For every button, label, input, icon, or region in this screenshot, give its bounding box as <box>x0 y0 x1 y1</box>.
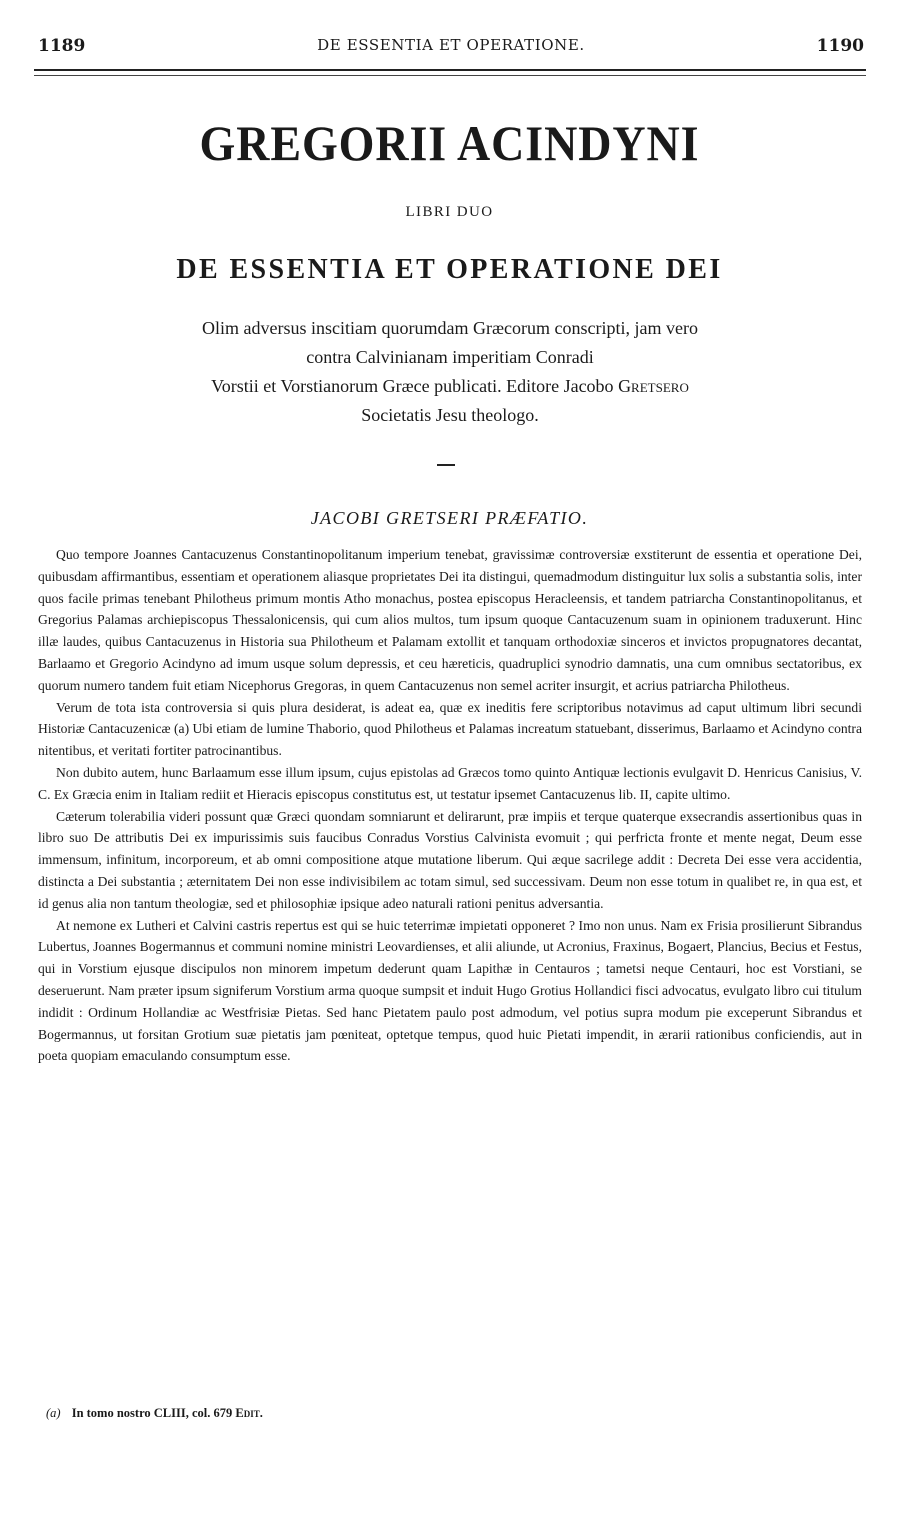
paragraph-1: Quo tempore Joannes Cantacuzenus Constantinopolitanum imperium tenebat, gravissimæ controversiæ exstiterunt de essentia et operatione Dei, quibusdam affirmantibus, essentiam et operationem aliasque proprietates Dei ita distingui, quemadmodum distinguitur lux solis a substantia solis, inter quos facile primas tenebant Philotheus primum montis Atho monachus, postea episcopus Heracleensis, et tandem patriarcha Constantinopolitanus, et Gregorius Palamas archiepiscopus Thessalonicensis, qui cum alios multos, tum ipsum quoque Cantacuzenum suam in opinionem traduxerunt. Hinc illæ laudes, quibus Cantacuzenus in Historia sua Philotheum et Palamam extollit et tanquam orthodoxiæ sinceros et invictos propugnatores decantat, Barlaamo et Gregorio Acindyno ad imum usque solum depressis, et ceu hæreticis, quadruplici synodrio damnatis, una cum omnibus sectatoribus, ex quorum numero tandem fuit etiam Nicephorus Gregoras, in quem Cantacuzenus non semel acriter insurgit, et acrius patriarcha Philotheus. <box>38 547 862 693</box>
preface-body <box>38 544 862 1067</box>
paragraph-4: Cæterum tolerabilia videri possunt quæ Græci quondam somniarunt et delirarunt, præ impiis et terque quaterque exsecrandis assertionibus quas in libro suo De attributis Dei ex impurissimis suis faucibus Conradus Vorstius Calvinista evomuit ; qui perfricta fronte et mente negat, Deum esse immensum, infinitum, incorporeum, et ab omni compositione atque mutatione liberum. Qui æque sacrilege addit : Decreta Dei esse vera accidentia, distincta a Dei substantia ; æternitatem Dei non esse indivisibilem ac totam simul, sed successivam. Deum non esse totum in qualibet re, in qua est, et id genus alia non tantum theologiæ, sed et philosophiæ ipsique adeo naturali rationi penitus adversantia. <box>38 808 862 911</box>
paragraph-2: Verum de tota ista controversia si quis plura desiderat, is adeat ea, quæ ex ineditis fere scriptoribus notavimus ad caput ultimum libri secundi Historiæ Cantacuzenicæ (a) Ubi etiam de lumine Thaborio, quod Philotheus et Palamas increatum statuebant, disserimus, Barlaamo et Acindyno contra nitentibus, et veritati fortiter patrocinantibus. <box>38 699 862 759</box>
header-rule-thin <box>34 75 866 76</box>
description-line-3 <box>100 372 800 401</box>
paragraph-5: At nemone ex Lutheri et Calvini castris repertus est qui se huic teterrimæ impietati opponeret ? Imo non unus. Nam ex Frisia prosilierunt Sibrandus Lubertus, Joannes Bogermannus et communi nomine ministri Leovardienses, et alii aliunde, ut Acronius, Fraxinus, Bogaert, Plancius, Becius et Festus, qui in Vorstium ejusque discipulos non minorem impetum dederunt quam Lapithæ in Centauros ; tametsi neque Centauri, hoc est Vorstiani, se deseruerunt. Nam præter ipsum signiferum Vorstium arma quoque sumpsit et induit Hugo Grotius Hollandici fisci advocatus, evulgato libro cui titulum indidit : Ordinum Hollandiæ ac Westfrisiæ Pietas. Sed hanc Pietatem paulo post admodum, vel potius supra modum pie exceperunt Sibrandus et Bogermannus, ut forsitan Grotium suæ pietatis jam pœniteat, optetque tempus, quod huic Pietati impendit, in ærarii rationibus conficiendis, aut in poeta quopiam emaculando consumptum esse. <box>38 917 862 1064</box>
header-rule-thick <box>34 69 866 71</box>
preface-heading: JACOBI GRETSERI PRÆFATIO. <box>310 508 589 528</box>
footnote-editor: Edit. <box>235 1406 263 1420</box>
description-line-4: Societatis Jesu theologo. <box>361 405 539 425</box>
footnote-text: In tomo nostro CLIII, col. 679 <box>71 1406 233 1420</box>
description-line-2: contra Calvinianam imperitiam Conradi <box>306 347 594 367</box>
left-column-number: 1189 <box>38 36 86 56</box>
main-title: GREGORII ACINDYNI <box>199 115 700 171</box>
description-line-1: Olim adversus inscitiam quorumdam Græcorum conscripti, jam vero <box>202 318 698 338</box>
work-title: DE ESSENTIA ET OPERATIONE DEI <box>176 254 723 285</box>
subtitle: LIBRI DUO <box>405 204 494 220</box>
footnote-mark: (a) <box>46 1406 61 1420</box>
description-line-3-text: Vorstii et Vorstianorum Græce publicati. Editore Jacobo <box>211 376 614 396</box>
right-column-number: 1190 <box>816 36 864 56</box>
running-head <box>38 36 864 60</box>
separator-dash <box>437 464 455 466</box>
footnote <box>46 1406 846 1421</box>
title-description <box>100 314 800 430</box>
editor-name: Gretsero <box>618 376 689 396</box>
running-title: DE ESSENTIA ET OPERATIONE. <box>317 36 585 54</box>
paragraph-3: Non dubito autem, hunc Barlaamum esse illum ipsum, cujus epistolas ad Græcos tomo quinto Antiquæ lectionis evulgavit D. Henricus Canisius, V. C. Ex Græcia enim in Italiam rediit et Hieracis episcopus constitutus est, ut testatur ipsemet Cantacuzenus lib. II, capite ultimo. <box>38 764 862 802</box>
